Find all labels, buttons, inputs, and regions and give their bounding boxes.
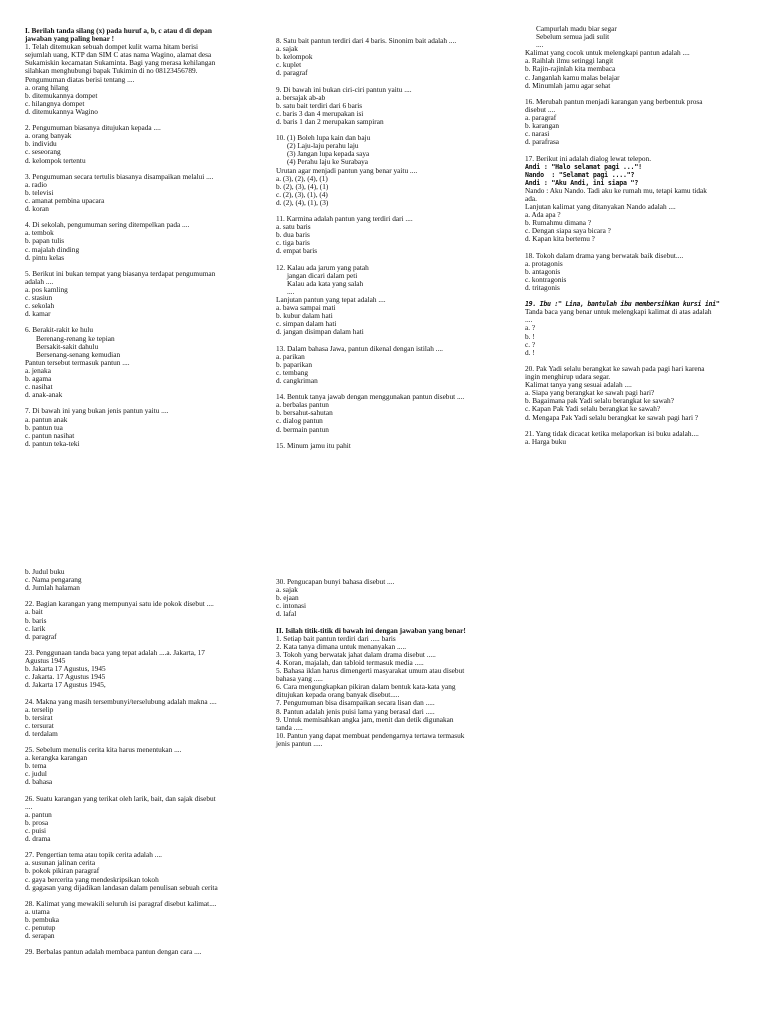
text-line: I. Berilah tanda silang (x) pada huruf a, b, c atau d di depan [25,26,212,35]
text-line: 30. Pengucapan bunyi bahasa disebut .... [276,577,395,586]
text-line: a. orang banyak [25,131,72,141]
text-line: a. pos kamling [25,285,68,294]
text-line: 29. Berbalas pantun adalah membaca pantun dengan cara .... [25,947,202,957]
text-line: b. tersirat [25,712,53,722]
text-line: b. pokok pikiran paragraf [25,866,100,876]
text-line: c. amanat pembina upacara [25,195,105,205]
text-line: a. bersajak ab-ab [276,92,326,102]
text-line: b. ! [525,331,535,341]
text-line: b. antagonis [525,266,561,276]
text-line: b. dua baris [276,230,310,240]
text-line: 21. Yang tidak dicacat ketika melaporkan isi buku adalah.... [525,428,699,438]
text-line: d. jangan disimpan dalam hati [276,327,364,337]
text-line: .... [287,286,295,296]
text-line: c. Kapan Pak Yadi selalu berangkat ke sawah? [525,404,661,414]
text-line: (4) Perahu laju ke Surabaya [287,157,369,167]
text-line: d. koran [25,204,49,214]
text-line: c. tiga baris [276,238,310,248]
text-line: 5. Bahasa iklan harus dimengerti masyarakat umum atau disebut [276,666,465,676]
text-line: c. Jakarta. 17 Agustus 1945 [25,672,106,682]
text-line: Bersakit-sakit dahulu [36,341,99,351]
text-line: a. ? [525,323,536,333]
text-line: d. parafrasa [525,137,560,147]
text-line: jangan dicari dalam peti [287,270,358,280]
text-line: 4. Di sekolah, pengumuman sering ditempelkan pada .... [25,220,190,230]
text-line: d. baris 1 dan 2 merupakan sampiran [276,116,384,126]
text-line: 20. Pak Yadi selalu berangkat ke sawah pada pagi hari karena [525,363,705,373]
text-line: a. paragraf [525,113,557,123]
text-line: d. Jumlah halaman [25,583,80,593]
text-line: Sukamiskin kecamatan Sukaminta. Bagi yang merasa kehilangan [25,58,216,68]
text-line: 3. Pengumuman secara tertulis biasanya disampaikan melalui .... [25,171,214,181]
text-line: 2. Pengumuman biasanya ditujukan kepada .... [25,123,161,133]
text-line: 1. Telah ditemukan sebuah dompet kulit warna hitam berisi [25,42,199,52]
text-line: c. sekolah [25,301,55,311]
text-line: c. Dengan siapa saya bicara ? [525,226,611,236]
text-line: c. judul [25,769,47,779]
text-line: a. Harga buku [525,436,566,446]
text-line: tanda ..... [276,722,303,732]
text-line: ingin menghirup udara segar. [525,372,611,382]
text-line: 22. Bagian karangan yang mempunyai satu ide pokok disebut .... [25,599,214,609]
text-line: b. agama [25,374,52,384]
text-line: c. kontragonis [525,274,567,284]
text-line: b. paparikan [276,359,313,369]
text-line: b. kubur dalam hati [276,311,333,321]
text-line: sejumlah uang, KTP dan SIM C atas nama Wagino, alamat desa [25,50,212,60]
text-line: Andi : "Halo selamat pagi ..."! [525,162,642,171]
text-line: Tanda baca yang benar untuk melengkapi kalimat di atas adalah [525,307,712,317]
text-line: b. Jakarta 17 Agustus, 1945 [25,664,106,674]
text-line: c. (2), (3), (1), (4) [276,189,328,199]
text-line: a. terselip [25,704,54,714]
text-line: c. ? [525,339,536,349]
text-line: 17. Berikut ini adalah dialog lewat telepon. [525,153,652,163]
text-line: 4. Koran, majalah, dan tabloid termasuk media ..... [276,657,424,667]
text-line: b. Bagaimana pak Yadi selalu berangkat ke sawah? [525,396,674,406]
text-line: d. terdalam [25,728,58,738]
text-line: b. pantun tua [25,422,63,432]
text-line: c. dialog pantun [276,416,323,426]
text-line: d. tritagonis [525,283,560,292]
text-line: d. anak-anak [25,390,63,400]
text-line: 9. Di bawah ini bukan ciri-ciri pantun yaitu .... [276,84,412,94]
text-line: 9. Untuk memisahkan angka jam, menit dan detik digunakan [276,714,454,724]
text-line: 6. Cara mengungkapkan pikiran dalam bentuk kata-kata yang [276,682,456,692]
text-line: d. ! [525,347,535,357]
text-line: d. gagasan yang dijadikan landasan dalam penulisan sebuah cerita [25,882,218,892]
text-line: a. kerangka karangan [25,753,88,763]
text-line: .... [525,315,533,325]
text-line: a. jenaka [25,365,51,375]
column-left [25,27,255,448]
text-line: b. Judul buku [25,567,65,576]
text-line: 16. Merubah pantun menjadi karangan yang berbentuk prosa [525,96,703,106]
text-line: b. baris [25,615,47,625]
exam-page-bottom [0,563,768,1024]
text-line: c. seseorang [25,147,61,157]
text-line: 28. Kalimat yang mewakili seluruh isi paragraf disebut kalimat.... [25,898,217,908]
text-line: 12. Kalau ada jarum yang patah [276,262,369,272]
text-line: b. Rumahmu dimana ? [525,218,592,228]
text-line: jenis pantun ..... [276,738,323,748]
text-line: d. empat baris [276,246,318,256]
text-line: d. Jakarta 17 Agustus 1945, [25,680,106,690]
text-line: d. paragraf [25,631,57,641]
text-line: d. paragraf [276,68,308,78]
text-line: b. prosa [25,817,49,827]
text-line: Bersenang-senang kemudian [36,349,121,359]
text-line: a. pantun anak [25,414,68,424]
text-line: jawaban yang paling benar ! [25,34,115,44]
text-line: d. bermain pantun [276,424,329,434]
text-line: Kalimat tanya yang sesuai adalah .... [525,380,632,390]
text-line: d. (2), (4), (1), (3) [276,197,329,207]
text-line: d. lafal [276,609,297,619]
text-line: c. nasihat [25,382,53,392]
text-line: Sebelum semua jadi sulit [536,32,610,42]
text-line: 6. Berakit-rakit ke hulu [25,325,94,335]
text-line: 2. Kata tanya dimana untuk menanyakan ..... [276,641,407,651]
text-line: silahkan menghubungi bapak Tukimin di no 08123456789. [25,66,198,76]
text-line: b. satu bait terdiri dari 6 baris [276,100,363,110]
text-line: 10. (1) Boleh lupa kain dan baju [276,133,371,143]
text-line: a. pantun [25,809,52,819]
text-line: c. pantun nasihat [25,430,75,440]
column-right [525,25,750,446]
text-line: b. televisi [25,187,54,197]
text-line: b. Rajin-rajinlah kita membaca [525,64,616,74]
text-line: 26. Suatu karangan yang terikat oleh larik, bait, dan sajak disebut [25,793,216,803]
text-line: 24. Makna yang masih tersembunyi/terselubung adalah makna .... [25,696,217,706]
text-line: 19. Ibu :" Lina, bantulah ibu membersihkan kursi ini" [525,300,720,309]
text-line: d. pintu kelas [25,252,65,262]
text-line: 27. Pengertian tema atau topik cerita adalah .... [25,850,162,860]
text-line: 7. Di bawah ini yang bukan jenis pantun yaitu .... [25,406,169,416]
text-line: c. tersurat [25,720,54,730]
text-line: 14. Bentuk tanya jawab dengan menggunakan pantun disebut .... [276,392,465,402]
text-line: b. papan tulis [25,236,65,246]
text-line: 13. Dalam bahasa Jawa, pantun dikenal dengan istilah .... [276,343,443,353]
text-line: Kalimat yang cocok untuk melengkapi pantun adalah .... [525,48,690,58]
text-line: 15. Minum jamu itu pahit [276,440,351,450]
text-line: (3) Jangan lupa kepada saya [287,149,370,159]
text-line: Campurlah madu biar segar [536,24,617,33]
text-line: 25. Sebelum menulis cerita kita harus menentukan .... [25,745,182,755]
text-line: Urutan agar menjadi pantun yang benar yaitu .... [276,165,418,175]
column-middle [276,578,506,748]
text-line: Pengumuman diatas berisi tentang .... [25,74,135,84]
text-line: Nando : "Selamat pagi ...."? [525,170,635,179]
text-line: a. (3), (2), (4), (1) [276,173,328,183]
text-line: 3. Tokoh yang berwatak jahat dalam drama disebut ..... [276,649,436,659]
text-line: Andi : "Aku Andi, ini siapa "? [525,178,639,187]
text-line: 23. Penggunaan tanda baca yang tepat adalah ....a. Jakarta, 17 [25,647,205,657]
text-line: c. hilangnya dompet [25,98,85,108]
text-line: a. parikan [276,351,305,361]
text-line: d. cangkriman [276,375,318,385]
text-line: c. puisi [25,826,47,835]
text-line: b. (2), (3), (4), (1) [276,181,329,191]
text-line: b. bersahut-sahutan [276,408,333,418]
text-line: c. stasiun [25,293,53,303]
text-line: .... [536,40,544,50]
text-line: c. Nama pengarang [25,575,82,585]
text-line: a. sajak [276,44,298,54]
text-line: a. Raihlah ilmu setinggi langit [525,56,614,66]
text-line: 8. Pantun adalah jenis puisi lama yang berasal dari ..... [276,706,435,716]
text-line: Kalau ada kata yang salah [287,278,364,288]
text-line: c. Janganlah kamu malas belajar [525,72,620,82]
text-line: d. drama [25,834,51,844]
text-line: b. pembuka [25,915,60,925]
text-line: d. Mengapa Pak Yadi selalu berangkat ke sawah pagi hari ? [525,412,699,422]
text-line: d. Kapan kita bertemu ? [525,234,595,244]
text-line: 5. Berikut ini bukan tempat yang biasanya terdapat pengumuman [25,268,216,278]
text-line: d. kamar [25,309,51,319]
text-line: Lanjutan pantun yang tepat adalah .... [276,295,386,304]
text-line: b. ejaan [276,593,299,603]
text-line: c. majalah dinding [25,244,80,254]
text-line: a. orang hilang [25,82,69,92]
text-line: 8. Satu bait pantun terdiri dari 4 baris. Sinonim bait adalah .... [276,36,457,45]
text-line: b. tema [25,761,47,771]
text-line: c. intonasi [276,601,306,611]
text-line: ditujukan kepada orang banyak disebut..... [276,690,400,700]
text-line: d. Minumlah jamu agar sehat [525,80,611,90]
text-line: a. berbalas pantun [276,400,329,410]
text-line: Berenang-renang ke tepian [36,333,115,343]
text-line: a. bait [25,607,43,617]
text-line: .... [25,801,33,811]
text-line: b. karangan [525,121,560,131]
text-line: Lanjutan kalimat yang ditanyakan Nando adalah .... [525,202,676,212]
text-line: b. individu [25,139,57,149]
text-line: (2) Laju-laju perahu laju [287,141,359,151]
text-line: Agustus 1945 [25,656,66,666]
text-line: a. Siapa yang berangkat ke sawah pagi hari? [525,388,655,398]
text-line: d. ditemukannya Wagino [25,106,98,116]
text-line: 7. Pengumuman bisa disampaikan secara lisan dan ..... [276,698,435,708]
text-line: c. kuplet [276,60,302,70]
text-line: 11. Karmina adalah pantun yang terdiri dari .... [276,214,413,224]
text-line: a. Ada apa ? [525,210,561,220]
text-line: a. sajak [276,585,298,595]
text-line: a. tembok [25,228,54,238]
text-line: c. larik [25,623,46,633]
text-line: II. Isilah titik-titik di bawah ini dengan jawaban yang benar! [276,625,466,635]
text-line: d. serapan [25,931,55,941]
text-line: bahasa yang ..... [276,674,323,684]
text-line: a. susunan jalinan cerita [25,858,96,868]
text-line: ada. [525,193,537,203]
text-line: a. radio [25,179,47,189]
text-line: d. kelompok tertentu [25,155,86,165]
column-left [25,568,255,957]
text-line: d. pantun teka-teki [25,438,80,448]
text-line: a. satu baris [276,222,311,232]
text-line: Pantun tersebut termasuk pantun .... [25,357,130,367]
text-line: 18. Tokoh dalam drama yang berwatak baik disebut.... [525,250,684,260]
text-line: disebut .... [525,104,556,114]
text-line: c. tembang [276,367,309,377]
text-line: a. utama [25,906,50,916]
text-line: c. simpan dalam hati [276,319,337,329]
text-line: Nando : Aku Nando. Tadi aku ke rumah mu, tetapi kamu tidak [525,185,707,195]
text-line: c. baris 3 dan 4 merupakan isi [276,108,364,118]
column-middle [276,37,506,450]
text-line: a. bawa sampai mati [276,303,336,313]
text-line: d. bahasa [25,777,53,787]
text-line: b. ditemukannya dompet [25,90,98,100]
text-line: a. protagonis [525,258,563,268]
text-line: c. gaya bercerita yang mendeskripsikan tokoh [25,874,159,884]
spacer [525,292,750,300]
text-line: b. kelompok [276,52,313,62]
text-line: c. narasi [525,129,550,139]
text-line: c. penutup [25,923,56,933]
text-line: 1. Setiap bait pantun terdiri dari ..... baris [276,633,396,643]
text-line: adalah .... [25,276,54,286]
text-line: 10. Pantun yang dapat membuat pendengarnya tertawa termasuk [276,730,465,740]
